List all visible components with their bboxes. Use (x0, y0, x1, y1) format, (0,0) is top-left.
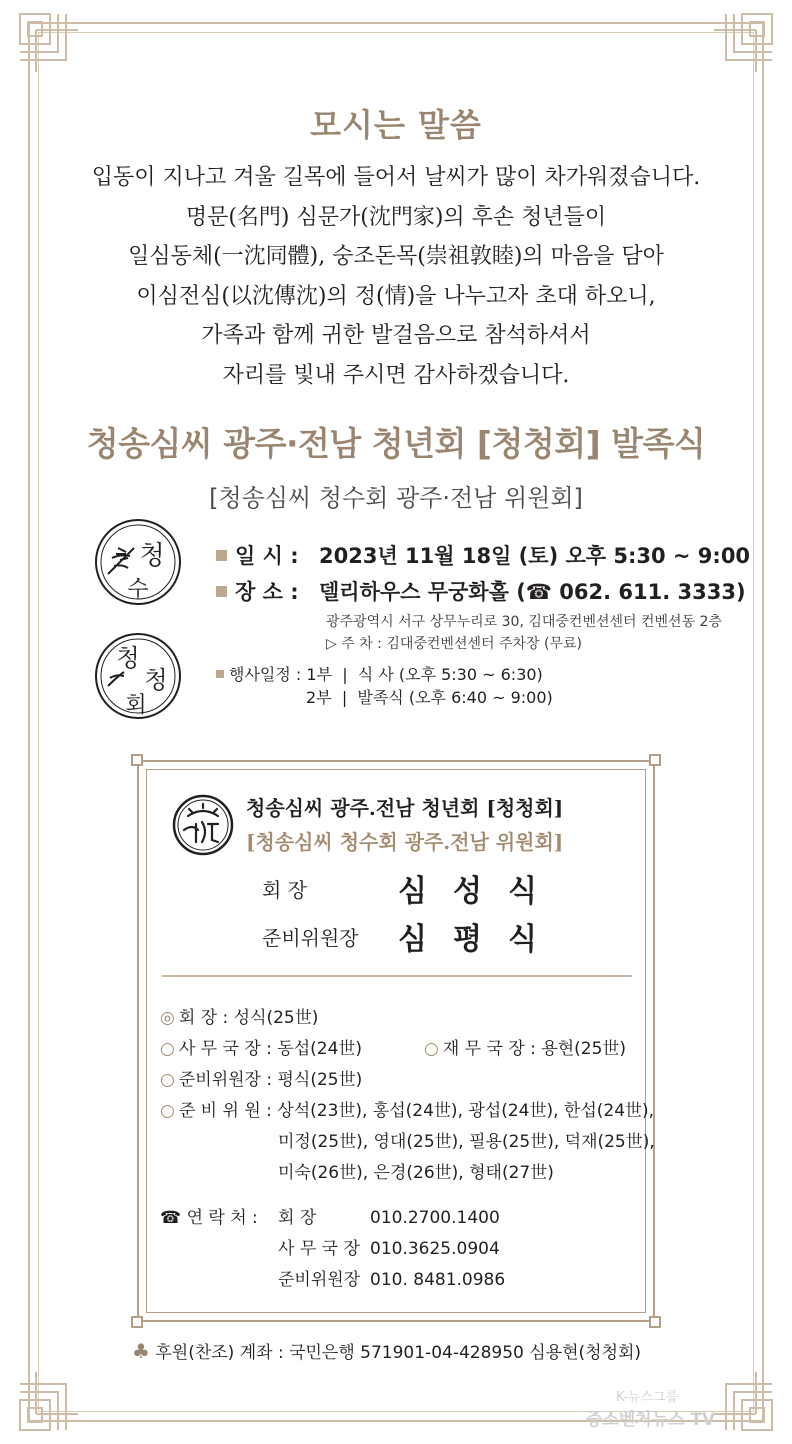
invitation-heading: 모시는 말씀 (310, 106, 482, 144)
box-corner-icon (649, 754, 661, 766)
donation-account (132, 1338, 641, 1363)
intro-line: 입동이 지나고 겨울 길목에 들어서 날씨가 많이 차가워졌습니다. (91, 165, 701, 190)
seal-char: 청 (139, 541, 165, 571)
schedule-label: 행사일정 : (229, 665, 302, 684)
contact-row (278, 1203, 500, 1228)
parking-info: ▷ 주 차 : 김대중컨벤션센터 주차장 (무료) (326, 636, 582, 652)
place-label: 장 소 : (235, 580, 299, 604)
invitation-message (0, 158, 792, 395)
box-corner-icon (131, 1316, 143, 1328)
member-label: 회 장 : (178, 1008, 229, 1028)
prep-chair-name: 심평식 (398, 922, 563, 957)
intro-line: 이심전심(以沈傳沈)의 정(情)을 나누고자 초대 하오니, (136, 283, 656, 309)
watermark-line: 중소벤처뉴스 TV (586, 1410, 716, 1430)
contact-role: 회 장 (278, 1208, 317, 1228)
contact-phone: 010. 8481.0986 (370, 1270, 506, 1290)
member-secretary (160, 1034, 362, 1059)
contact-label: ☎ 연 락 처 : (160, 1208, 258, 1228)
seal-cheongsu-icon (94, 518, 182, 606)
circle-icon: ○ (160, 1101, 175, 1121)
contact-row (278, 1234, 500, 1259)
member-label: 재 무 국 장 : (442, 1039, 536, 1059)
seal-char: 청 (116, 644, 140, 672)
square-bullet-icon (216, 670, 224, 678)
schedule-sep: | (342, 665, 348, 684)
member-value: 성식(25世) (233, 1008, 319, 1028)
contact-row (278, 1265, 505, 1290)
intro-line: 명문(名門) 심문가(沈門家)의 후손 청년들이 (185, 204, 607, 230)
event-subtitle: [청송심씨 청수회 광주·전남 위원회] (209, 484, 583, 512)
intro-line: 일심동체(一沈同體), 숭조돈목(崇祖敦睦)의 마음을 담아 (128, 244, 664, 269)
venue-address: 광주광역시 서구 상무누리로 30, 김대중컨벤션센터 컨벤션동 2층 (326, 614, 722, 630)
contact-phone: 010.3625.0904 (370, 1239, 500, 1259)
intro-line: 자리를 빛내 주시면 감사하겠습니다. (222, 362, 570, 388)
box-corner-icon (131, 754, 143, 766)
corner-ornament-icon (18, 1362, 88, 1432)
schedule-name: 식 사 (357, 665, 394, 684)
seal-char: 회 (125, 693, 147, 718)
schedule-row-1 (216, 662, 543, 685)
event-title: 청송심씨 광주·전남 청년회 [청청회] 발족식 (86, 424, 706, 463)
schedule-row-2 (306, 685, 553, 708)
prep-chair-label: 준비위원장 (262, 926, 359, 950)
schedule-part: 2부 (306, 688, 332, 707)
box-corner-icon (649, 1316, 661, 1328)
member-label: 사 무 국 장 : (178, 1039, 272, 1059)
committee-line: 상석(23世), 홍섭(24世), 광섭(24世), 한섭(24世), (277, 1101, 655, 1121)
prep-chair-row (262, 922, 359, 951)
seal-char: 청 (144, 666, 168, 694)
member-prep (160, 1065, 362, 1090)
club-icon: ♣ (132, 1339, 150, 1363)
seal-char: 수 (127, 577, 149, 602)
watermark (556, 1386, 715, 1430)
double-circle-icon: ◎ (160, 1008, 175, 1028)
committee-line: 미정(25世), 영대(25世), 필용(25世), 덕재(25世), (278, 1132, 655, 1152)
schedule-time: (오후 6:40 ~ 9:00) (408, 688, 553, 707)
contact-role: 사 무 국 장 (278, 1239, 360, 1259)
member-label: 준비위원장 : (178, 1070, 273, 1090)
organization-subname: [청송심씨 청수회 광주.전남 위원회] (246, 830, 564, 854)
schedule-part: 1부 (306, 665, 333, 684)
place-value: 델리하우스 무궁화홀 (☎ 062. 611. 3333) (319, 580, 746, 604)
divider (162, 975, 632, 977)
contact-role: 준비위원장 (278, 1270, 361, 1290)
member-value: 동섭(24世) (277, 1039, 363, 1059)
donation-text: 후원(찬조) 계좌 : 국민은행 571901-04-428950 심용현(청청회) (155, 1343, 642, 1363)
committee-line: 미숙(26世), 은경(26世), 형태(27世) (278, 1163, 554, 1183)
circle-icon: ○ (424, 1039, 439, 1059)
watermark-line: K-뉴스그룹 (616, 1390, 679, 1405)
member-committee (160, 1096, 654, 1121)
member-label: 준 비 위 원 : (178, 1101, 272, 1121)
corner-ornament-icon (704, 12, 774, 82)
contact-phone: 010.2700.1400 (370, 1208, 500, 1228)
member-value: 용현(25世) (541, 1039, 627, 1059)
schedule-time: (오후 5:30 ~ 6:30) (398, 665, 543, 684)
organization-name: 청송심씨 광주.전남 청년회 [청청회] (246, 796, 564, 820)
clan-logo-icon (172, 794, 234, 856)
member-president (160, 1003, 318, 1028)
circle-icon: ○ (160, 1039, 175, 1059)
date-value: 2023년 11월 18일 (토) 오후 5:30 ~ 9:00 (319, 544, 751, 568)
square-bullet-icon (216, 550, 227, 561)
square-bullet-icon (216, 586, 227, 597)
member-treasurer (424, 1034, 626, 1059)
chair-row (262, 874, 307, 903)
corner-ornament-icon (18, 12, 88, 82)
chair-label: 회 장 (262, 878, 307, 902)
intro-line: 가족과 함께 귀한 발걸음으로 참석하셔서 (201, 323, 591, 348)
event-place (216, 576, 746, 606)
circle-icon: ○ (160, 1070, 175, 1090)
chair-name: 심성식 (398, 874, 563, 909)
schedule-sep: | (341, 688, 348, 707)
schedule-name: 발족식 (357, 688, 404, 707)
event-date (216, 540, 750, 570)
date-label: 일 시 : (235, 544, 299, 568)
seal-cheongcheong-icon (94, 632, 182, 720)
member-value: 평식(25世) (277, 1070, 363, 1090)
